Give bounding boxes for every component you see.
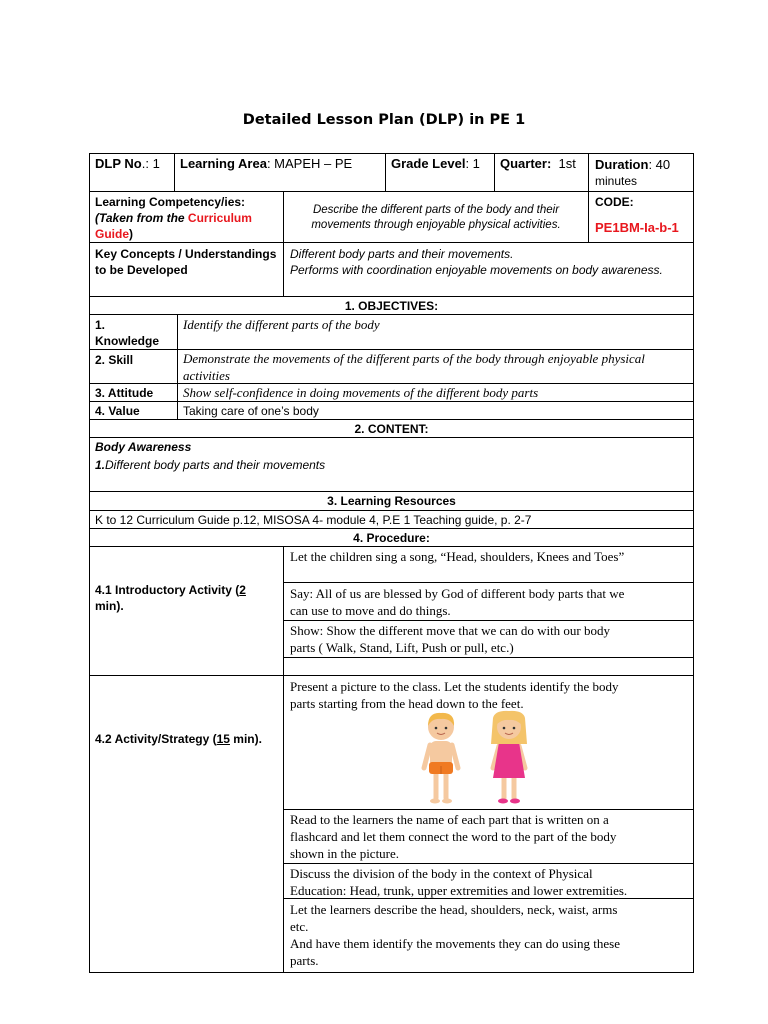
activity-step-1: Present a picture to the class. Let the students identify the body parts starting from the head down to the feet. — [290, 679, 619, 711]
competency-text: Describe the different parts of the body and their movements through enjoyable physical activities. — [311, 204, 561, 231]
intro-step-3: Show: Show the different move that we can do with our body parts ( Walk, Stand, Lift, Push or pull, etc.) — [290, 623, 611, 655]
activity-step-4: Let the learners describe the head, shoulders, neck, waist, arms etc. And have them identify the movements they can do using these parts. — [290, 902, 620, 968]
quarter: Quarter: 1st — [500, 156, 576, 171]
activity-step-2: Read to the learners the name of each part that is written on a flashcard and let them connect the word to the part of the body shown in the picture. — [290, 812, 617, 861]
dlp-number: DLP No.: 1 — [95, 156, 160, 171]
intro-step-1: Let the children sing a song, “Head, shoulders, Knees and Toes” — [290, 549, 625, 564]
duration: Duration: 40 minutes — [595, 157, 671, 188]
code-value: PE1BM-Ia-b-1 — [595, 220, 679, 235]
content-heading: 2. CONTENT: — [354, 422, 429, 436]
code-label: CODE: — [595, 195, 634, 209]
content-subtopic: 1.Different body parts and their movements — [95, 458, 326, 472]
value-label: 4. Value — [95, 404, 140, 418]
resources-text: K to 12 Curriculum Guide p.12, MISOSA 4- module 4, P.E 1 Teaching guide, p. 2-7 — [95, 513, 532, 527]
skill-label: 2. Skill — [95, 353, 134, 367]
objectives-heading: 1. OBJECTIVES: — [344, 299, 439, 313]
attitude-label: 3. Attitude — [95, 386, 154, 400]
skill-text: Demonstrate the movements of the different parts of the body through enjoyable physical activities — [183, 351, 645, 383]
activity-step-3: Discuss the division of the body in the context of Physical Education: Head, trunk, upper extremities and lower extremities. — [290, 866, 628, 898]
page-title: Detailed Lesson Plan (DLP) in PE 1 — [242, 112, 526, 128]
grade-level: Grade Level: 1 — [391, 156, 480, 171]
competency-label: Learning Competency/ies: (Taken from the Curriculum Guide) — [95, 195, 252, 241]
value-text: Taking care of one’s body — [183, 404, 319, 418]
resources-heading: 3. Learning Resources — [327, 494, 456, 508]
key-concepts-text: Different body parts and their movements. Performs with coordination enjoyable movements on body awareness. — [290, 247, 663, 277]
intro-activity-label: 4.1 Introductory Activity (2 min). — [95, 583, 246, 613]
body-parts-illustration — [415, 710, 541, 806]
content-topic: Body Awareness — [95, 440, 192, 454]
knowledge-label: 1. Knowledge — [95, 318, 160, 348]
intro-step-2: Say: All of us are blessed by God of different body parts that we can use to move and do things. — [290, 586, 625, 618]
girl-figure — [491, 711, 527, 804]
knowledge-text: Identify the different parts of the body — [183, 317, 380, 332]
procedure-heading: 4. Procedure: — [353, 531, 430, 545]
key-concepts-label: Key Concepts / Understandings to be Developed — [95, 247, 277, 277]
activity-strategy-label: 4.2 Activity/Strategy (15 min). — [95, 732, 262, 746]
boy-figure — [424, 713, 458, 804]
attitude-text: Show self-confidence in doing movements of the different body parts — [183, 385, 539, 400]
learning-area: Learning Area: MAPEH – PE — [180, 156, 353, 171]
